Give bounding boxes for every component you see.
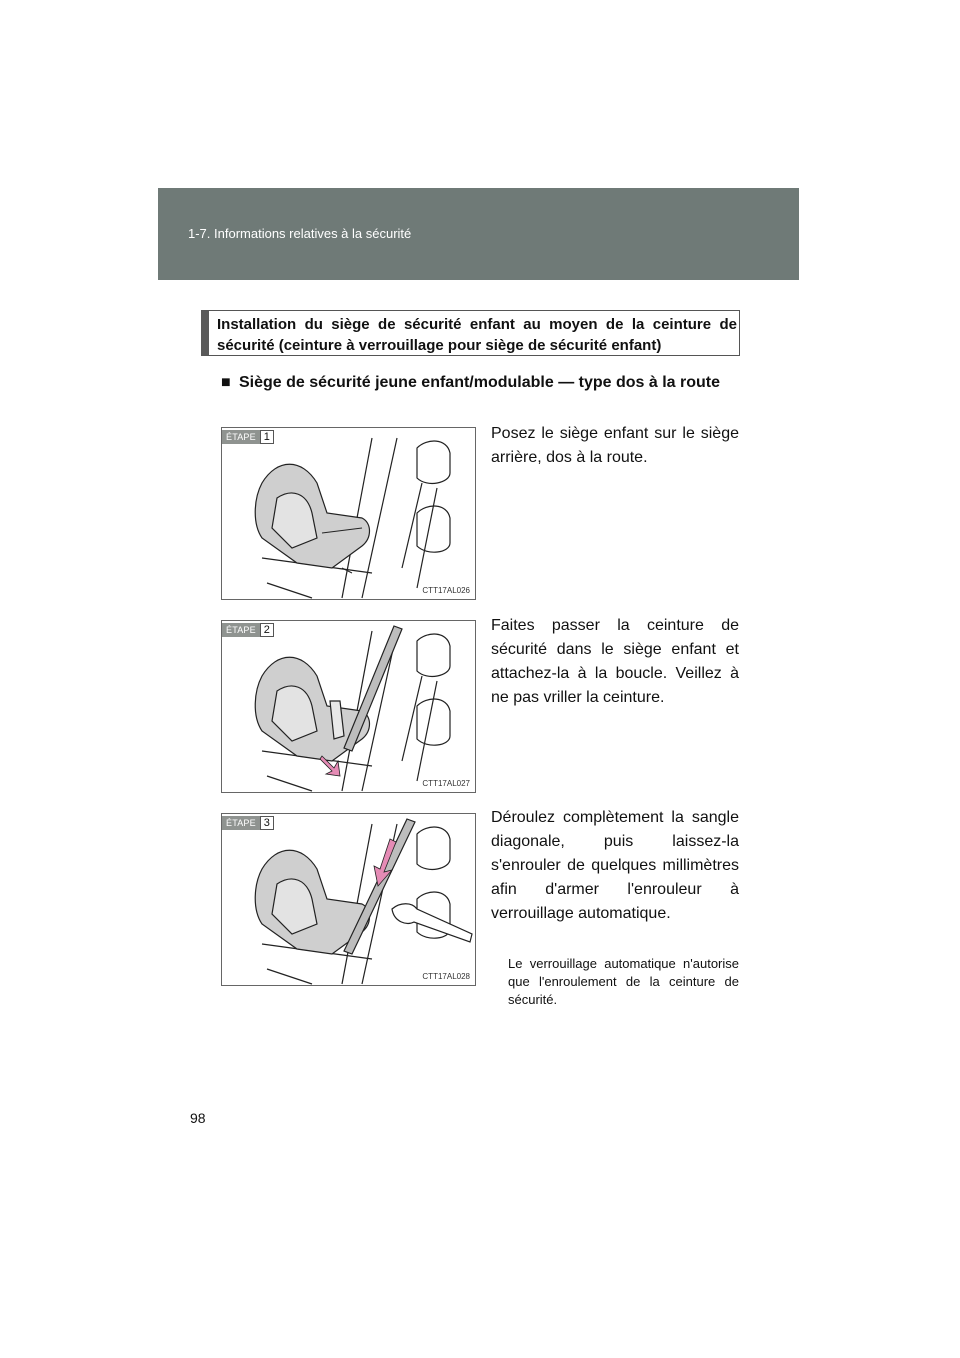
figure-step-2	[221, 620, 476, 793]
header-section-title: 1-7. Informations relatives à la sécurité	[188, 226, 412, 241]
child-seat-illustration-2	[222, 621, 476, 793]
step-number: 3	[260, 816, 274, 830]
step-text-2: Faites passer la ceinture de sécurité dans le siège enfant et attachez-la à la boucle. Veillez à ne pas vriller la ceinture.	[491, 617, 739, 706]
header-band	[158, 188, 799, 280]
figure-step-3	[221, 813, 476, 986]
child-seat-illustration-3	[222, 814, 476, 986]
note-text: Le verrouillage automatique n'autorise que l'enroulement de la ceinture de sécurité.	[508, 956, 739, 1007]
step-text-3: Déroulez complètement la sangle diagonale, puis laissez-la s'enrouler de quelques millimètres afin d'armer l'enrouleur à verrouillage automatique.	[491, 809, 739, 922]
figure-code: CTT17AL028	[422, 972, 470, 981]
section-title-box	[201, 310, 740, 356]
subsection-title: Siège de sécurité jeune enfant/modulable — type dos à la route	[239, 374, 721, 391]
child-seat-illustration-1	[222, 428, 476, 600]
step-badge-2	[222, 623, 274, 637]
step-number: 2	[260, 623, 274, 637]
step-text-1: Posez le siège enfant sur le siège arrière, dos à la route.	[491, 425, 739, 466]
step-badge-3	[222, 816, 274, 830]
square-bullet-icon: ■	[221, 374, 231, 391]
step-badge-1	[222, 430, 274, 444]
figure-code: CTT17AL027	[422, 779, 470, 788]
figure-step-1	[221, 427, 476, 600]
step-label: ÉTAPE	[222, 816, 260, 830]
section-title: Installation du siège de sécurité enfant au moyen de la ceinture de sécurité (ceinture à verrouillage pour siège de sécurité enfant)	[217, 316, 737, 354]
step-number: 1	[260, 430, 274, 444]
figure-code: CTT17AL026	[422, 586, 470, 595]
step-label: ÉTAPE	[222, 623, 260, 637]
subsection-heading	[221, 370, 740, 395]
step-label: ÉTAPE	[222, 430, 260, 444]
page-number: 98	[190, 1110, 206, 1126]
